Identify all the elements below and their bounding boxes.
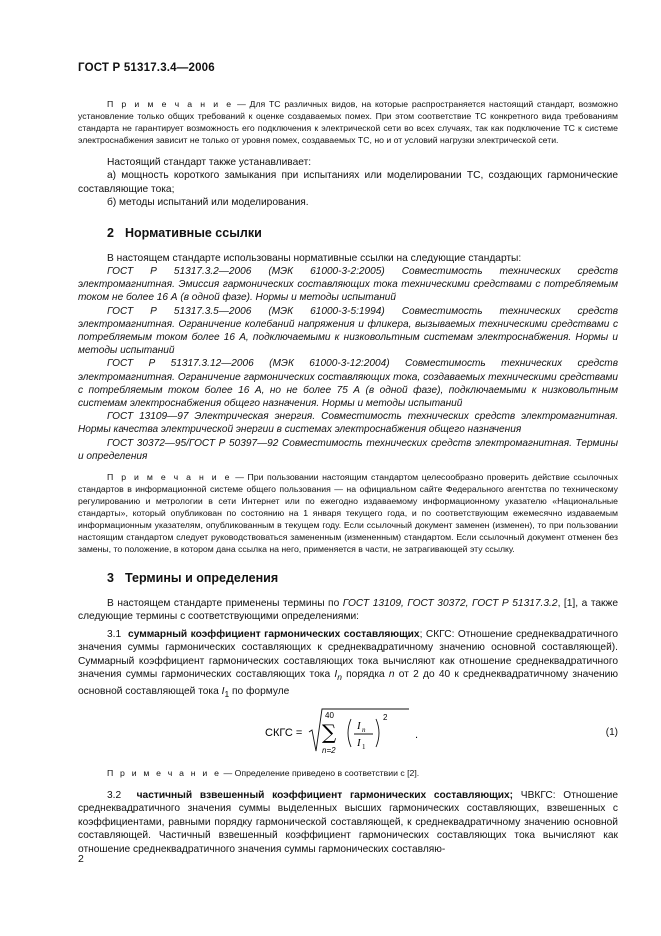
page-header: ГОСТ Р 51317.3.4—2006: [78, 62, 215, 74]
formula-thd: [265, 705, 435, 759]
note-label: П р и м е ч а н и е: [107, 767, 222, 778]
term-3-2: [78, 789, 618, 856]
formula-block: [78, 705, 618, 759]
reference-item: ГОСТ 30372—95/ГОСТ Р 50397—92 Совместимость технических средств электромагнитная. Термины и определения: [78, 437, 618, 462]
list-item-a: а) мощность короткого замыкания при испытаниях или моделировании ТС, создающих гармонические составляющие тока;: [78, 170, 618, 195]
paragraph-refs-intro: В настоящем стандарте использованы нормативные ссылки на следующие стандарты:: [107, 252, 522, 264]
paren-right-icon: [376, 719, 379, 747]
formula-period: .: [415, 728, 419, 741]
symbol-sub: 1: [224, 688, 230, 699]
equation-number: (1): [605, 726, 618, 738]
term-definition: ЧВКГС: Отношение среднеквадратичного значения суммы выделенных высших гармонических составляющих, взвешенных с коэффициентами, равными порядку гармонической составляющей, к среднеквадратичному значению основной составляющей. Частичный взвешенный коэффициент гармонических составляющих тока вычисляют как отношение среднеквадратичного значения суммы гармонических составляю-: [78, 789, 618, 855]
note-text: — Определение приведено в соответствии с [2].: [221, 767, 420, 778]
page-content: [78, 98, 618, 856]
sum-lower: n=2: [322, 745, 336, 755]
term-name: частичный взвешенный коэффициент гармонических составляющих;: [136, 789, 514, 801]
terms-intro-text: В настоящем стандарте применены термины по: [107, 598, 343, 610]
reference-item: ГОСТ Р 51317.3.12—2006 (МЭК 61000-3-12:2004) Совместимость технических средств электромагнитная. Ограничение гармонических составляющих тока, создаваемых техническими средствами с потребляемым током более 16 А, но не более 75 А (в одной фазе), подключаемыми к низковольтным системам электроснабжения общего назначения. Нормы и методы испытаний: [78, 358, 618, 410]
paragraph-terms-intro: [78, 597, 618, 624]
term-definition: от 2 до 40 к среднеквадратичному значению основной составляющей тока: [78, 669, 619, 697]
section-heading-2: [107, 226, 618, 240]
terms-intro-refs: ГОСТ 13109, ГОСТ 30372, ГОСТ Р 51317.3.2: [342, 598, 558, 610]
sum-upper: 40: [325, 710, 334, 720]
section-number: 3: [107, 571, 114, 586]
reference-item: ГОСТ Р 51317.3.5—2006 (МЭК 61000-3-5:1994) Совместимость технических средств электромагнитная. Ограничение колебаний напряжения и фликера, вызываемых техническими средствами с потребляемым током более 16 А, подключаемыми к низковольтным системам электроснабжения. Нормы и методы испытаний: [78, 305, 618, 357]
note-1: [78, 98, 618, 146]
term-number: 3.2: [107, 789, 122, 801]
term-number: 3.1: [107, 628, 122, 640]
term-definition: по формуле: [229, 685, 290, 697]
power-exponent: 2: [383, 712, 388, 722]
fraction-numerator-sub: n: [362, 725, 366, 734]
paren-left-icon: [348, 719, 351, 747]
term-name: суммарный коэффициент гармонических составляющих: [128, 628, 420, 640]
note-label: П р и м е ч а н и е: [107, 99, 234, 109]
paragraph-also: Настоящий стандарт также устанавливает:: [107, 157, 312, 168]
note-3: [78, 767, 618, 779]
formula-lhs: СКГС =: [265, 726, 303, 739]
page-number: 2: [78, 853, 84, 865]
section-title: Термины и определения: [125, 571, 279, 586]
list-item-b: б) методы испытаний или моделирования.: [107, 197, 309, 209]
symbol-i: I: [221, 685, 225, 697]
note-text: — При пользовании настоящим стандартом целесообразно проверить действие ссылочных стандартов в информационной системе общего пользования — на официальном сайте Федерального агентства по техническому регулированию и метрологии в сети Интернет или по ежегодно издаваемому информационному указателю «Национальные стандарты», который опубликован по состоянию на 1 января текущего года, и по соответствующим ежемесячно издаваемым информационным указателям, опубликованным в текущем году. Если ссылочный документ заменен (изменен), то при пользовании настоящим стандартом следует руководствоваться замененным (измененным) стандартом. Если ссылочный документ отменен без замены, то положение, в котором дана ссылка на него, применяется в части, не затрагивающей эту ссылку.: [78, 472, 618, 555]
reference-item: ГОСТ 13109—97 Электрическая энергия. Совместимость технических средств электромагнитная. Нормы качества электрической энергии в системах электроснабжения общего назначения: [78, 411, 618, 436]
symbol-sub: n: [337, 672, 342, 683]
term-definition: ; СКГС: Отношение среднеквадратичного значения суммы гармонических составляющих к среднеквадратичному значению основной составляющей). Суммарный коэффициент гармонических составляющих тока вычисляют как отношение среднеквадратичного значения суммы гармонических составляющих тока: [78, 628, 618, 681]
note-text: — Для ТС различных видов, на которые распространяется настоящий стандарт, возможно установление только общих требований к оценке создаваемых помех. При этом соответствие ТС конкретного вида требованиям стандарта не гарантирует возможность его подключения к электрической сети во всех случаях, так как подключение ТС к системе электроснабжения зависит не только от уровня помех, создаваемых ТС, но и от условий нагрузки электрической сети.: [78, 99, 618, 145]
term-3-1: [78, 628, 618, 701]
note-2: [78, 471, 618, 555]
section-heading-3: [107, 571, 618, 585]
fraction-denominator: I: [357, 736, 361, 749]
symbol-n: n: [388, 669, 395, 681]
terms-intro-text-end: , [1], а также следующие термины с соответствующими определениями:: [78, 598, 618, 623]
symbol-i: I: [334, 669, 338, 681]
term-definition: порядка: [341, 669, 389, 681]
sigma-icon: ∑: [322, 719, 337, 744]
section-title: Нормативные ссылки: [125, 225, 262, 240]
reference-item: ГОСТ Р 51317.3.2—2006 (МЭК 61000-3-2:2005) Совместимость технических средств электромагнитная. Эмиссия гармонических составляющих тока техническими средствами с потребляемым током не более 16 А (в одной фазе). Нормы и методы испытаний: [78, 266, 618, 304]
fraction-numerator: I: [357, 719, 361, 732]
fraction-denominator-sub: 1: [362, 742, 366, 751]
section-number: 2: [107, 225, 114, 240]
note-label: П р и м е ч а н и е: [107, 472, 232, 483]
